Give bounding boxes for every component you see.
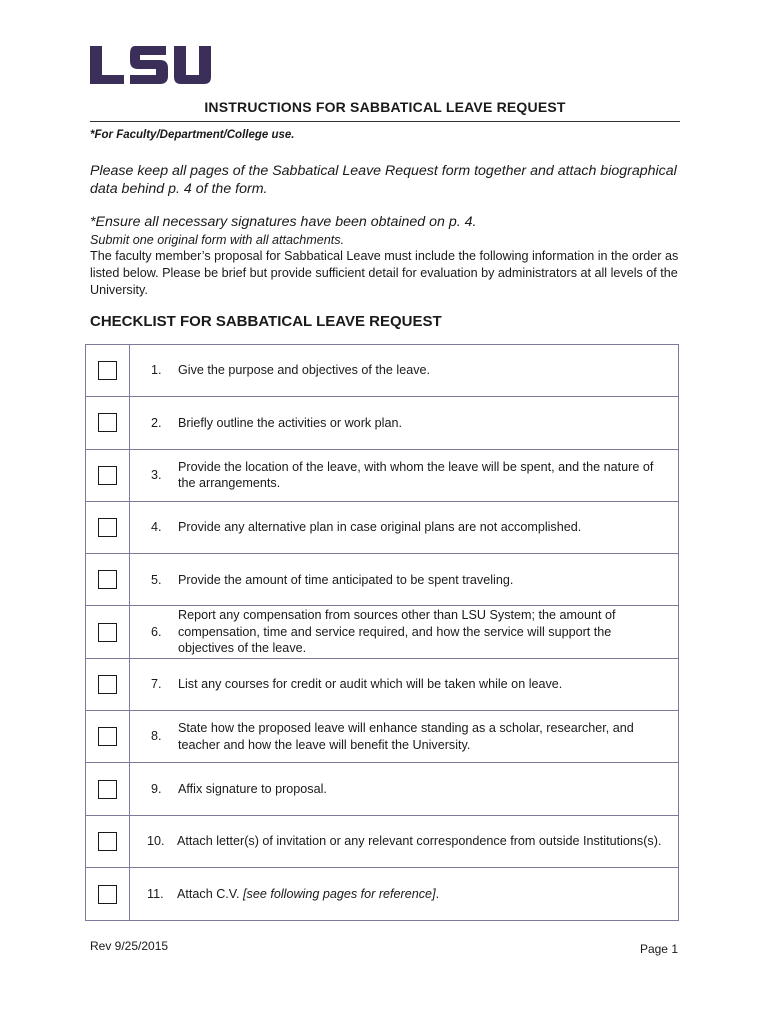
- checkbox[interactable]: [98, 361, 117, 380]
- checkbox[interactable]: [98, 727, 117, 746]
- item-text: Report any compensation from sources other than LSU System; the amount of compensation, time and service required, and how the service will support the objectives of the leave.: [178, 608, 616, 656]
- proposal-paragraph: The faculty member’s proposal for Sabbatical Leave must include the following information in the order as listed below. Please be brief but provide sufficient detail for evaluation by administrators at all levels of the University.: [90, 249, 679, 297]
- checkbox[interactable]: [98, 466, 117, 485]
- checklist-row: [86, 554, 678, 606]
- item-text: List any courses for credit or audit which will be taken while on leave.: [178, 677, 563, 692]
- item-text: Briefly outline the activities or work plan.: [178, 415, 402, 430]
- checklist-row: [86, 450, 678, 502]
- item-text: State how the proposed leave will enhance standing as a scholar, researcher, and teacher and how the leave will benefit the University.: [178, 721, 634, 752]
- item-text: Provide the location of the leave, with whom the leave will be spent, and the nature of the arrangements.: [178, 459, 654, 491]
- item-text-main: Attach C.V.: [177, 886, 240, 901]
- checkbox[interactable]: [98, 832, 117, 851]
- item-number: 5.: [151, 572, 162, 587]
- item-number: 10.: [147, 834, 165, 849]
- checkbox[interactable]: [98, 623, 117, 642]
- checklist-row: [86, 816, 678, 868]
- checklist-title: CHECKLIST FOR SABBATICAL LEAVE REQUEST: [90, 313, 442, 330]
- item-number: 3.: [151, 467, 162, 482]
- item-text-italic: [see following pages for reference]: [243, 886, 436, 901]
- item-number: 4.: [151, 520, 162, 535]
- item-text: Attach letter(s) of invitation or any relevant correspondence from outside Institutions(s).: [177, 834, 662, 849]
- item-number: 2.: [151, 415, 162, 430]
- page-number: Page 1: [639, 942, 678, 956]
- item-number: 6.: [151, 624, 162, 639]
- item-number: 11.: [147, 886, 164, 901]
- item-text: Provide any alternative plan in case original plans are not accomplished.: [178, 520, 582, 535]
- item-text-end: .: [435, 886, 440, 901]
- keep-pages-paragraph: Please keep all pages of the Sabbatical Leave Request form together and attach biographical data behind p. 4 of the form.: [90, 163, 677, 197]
- checklist-row: [86, 502, 678, 554]
- checklist-row: [86, 606, 678, 658]
- item-number: 7.: [151, 677, 162, 692]
- checkbox[interactable]: [98, 780, 117, 799]
- title-rule: [90, 121, 680, 122]
- item-text: Affix signature to proposal.: [178, 781, 327, 796]
- checkbox[interactable]: [98, 885, 117, 904]
- checklist-row: [86, 397, 678, 449]
- item-text: [177, 886, 664, 903]
- checklist-row: [86, 763, 678, 815]
- item-text: Give the purpose and objectives of the leave.: [178, 363, 431, 378]
- item-number: 8.: [151, 729, 162, 744]
- checklist-table: [85, 344, 679, 921]
- checkbox[interactable]: [98, 675, 117, 694]
- checklist-row: [86, 868, 678, 920]
- revision-date: Rev 9/25/2015: [90, 939, 169, 953]
- use-note: *For Faculty/Department/College use.: [90, 129, 295, 141]
- checklist-row: [86, 659, 678, 711]
- checkbox[interactable]: [98, 570, 117, 589]
- item-number: 1.: [151, 363, 162, 378]
- lsu-logo: [90, 44, 212, 86]
- checkbox[interactable]: [98, 518, 117, 537]
- page-title: INSTRUCTIONS FOR SABBATICAL LEAVE REQUEST: [204, 99, 566, 115]
- checklist-row: [86, 711, 678, 763]
- signatures-note: *Ensure all necessary signatures have been obtained on p. 4.: [90, 214, 477, 230]
- checklist-row: [86, 345, 678, 397]
- item-text: Provide the amount of time anticipated to be spent traveling.: [178, 572, 514, 587]
- item-number: 9.: [151, 781, 162, 796]
- checkbox[interactable]: [98, 413, 117, 432]
- submit-note: Submit one original form with all attachments.: [90, 233, 345, 247]
